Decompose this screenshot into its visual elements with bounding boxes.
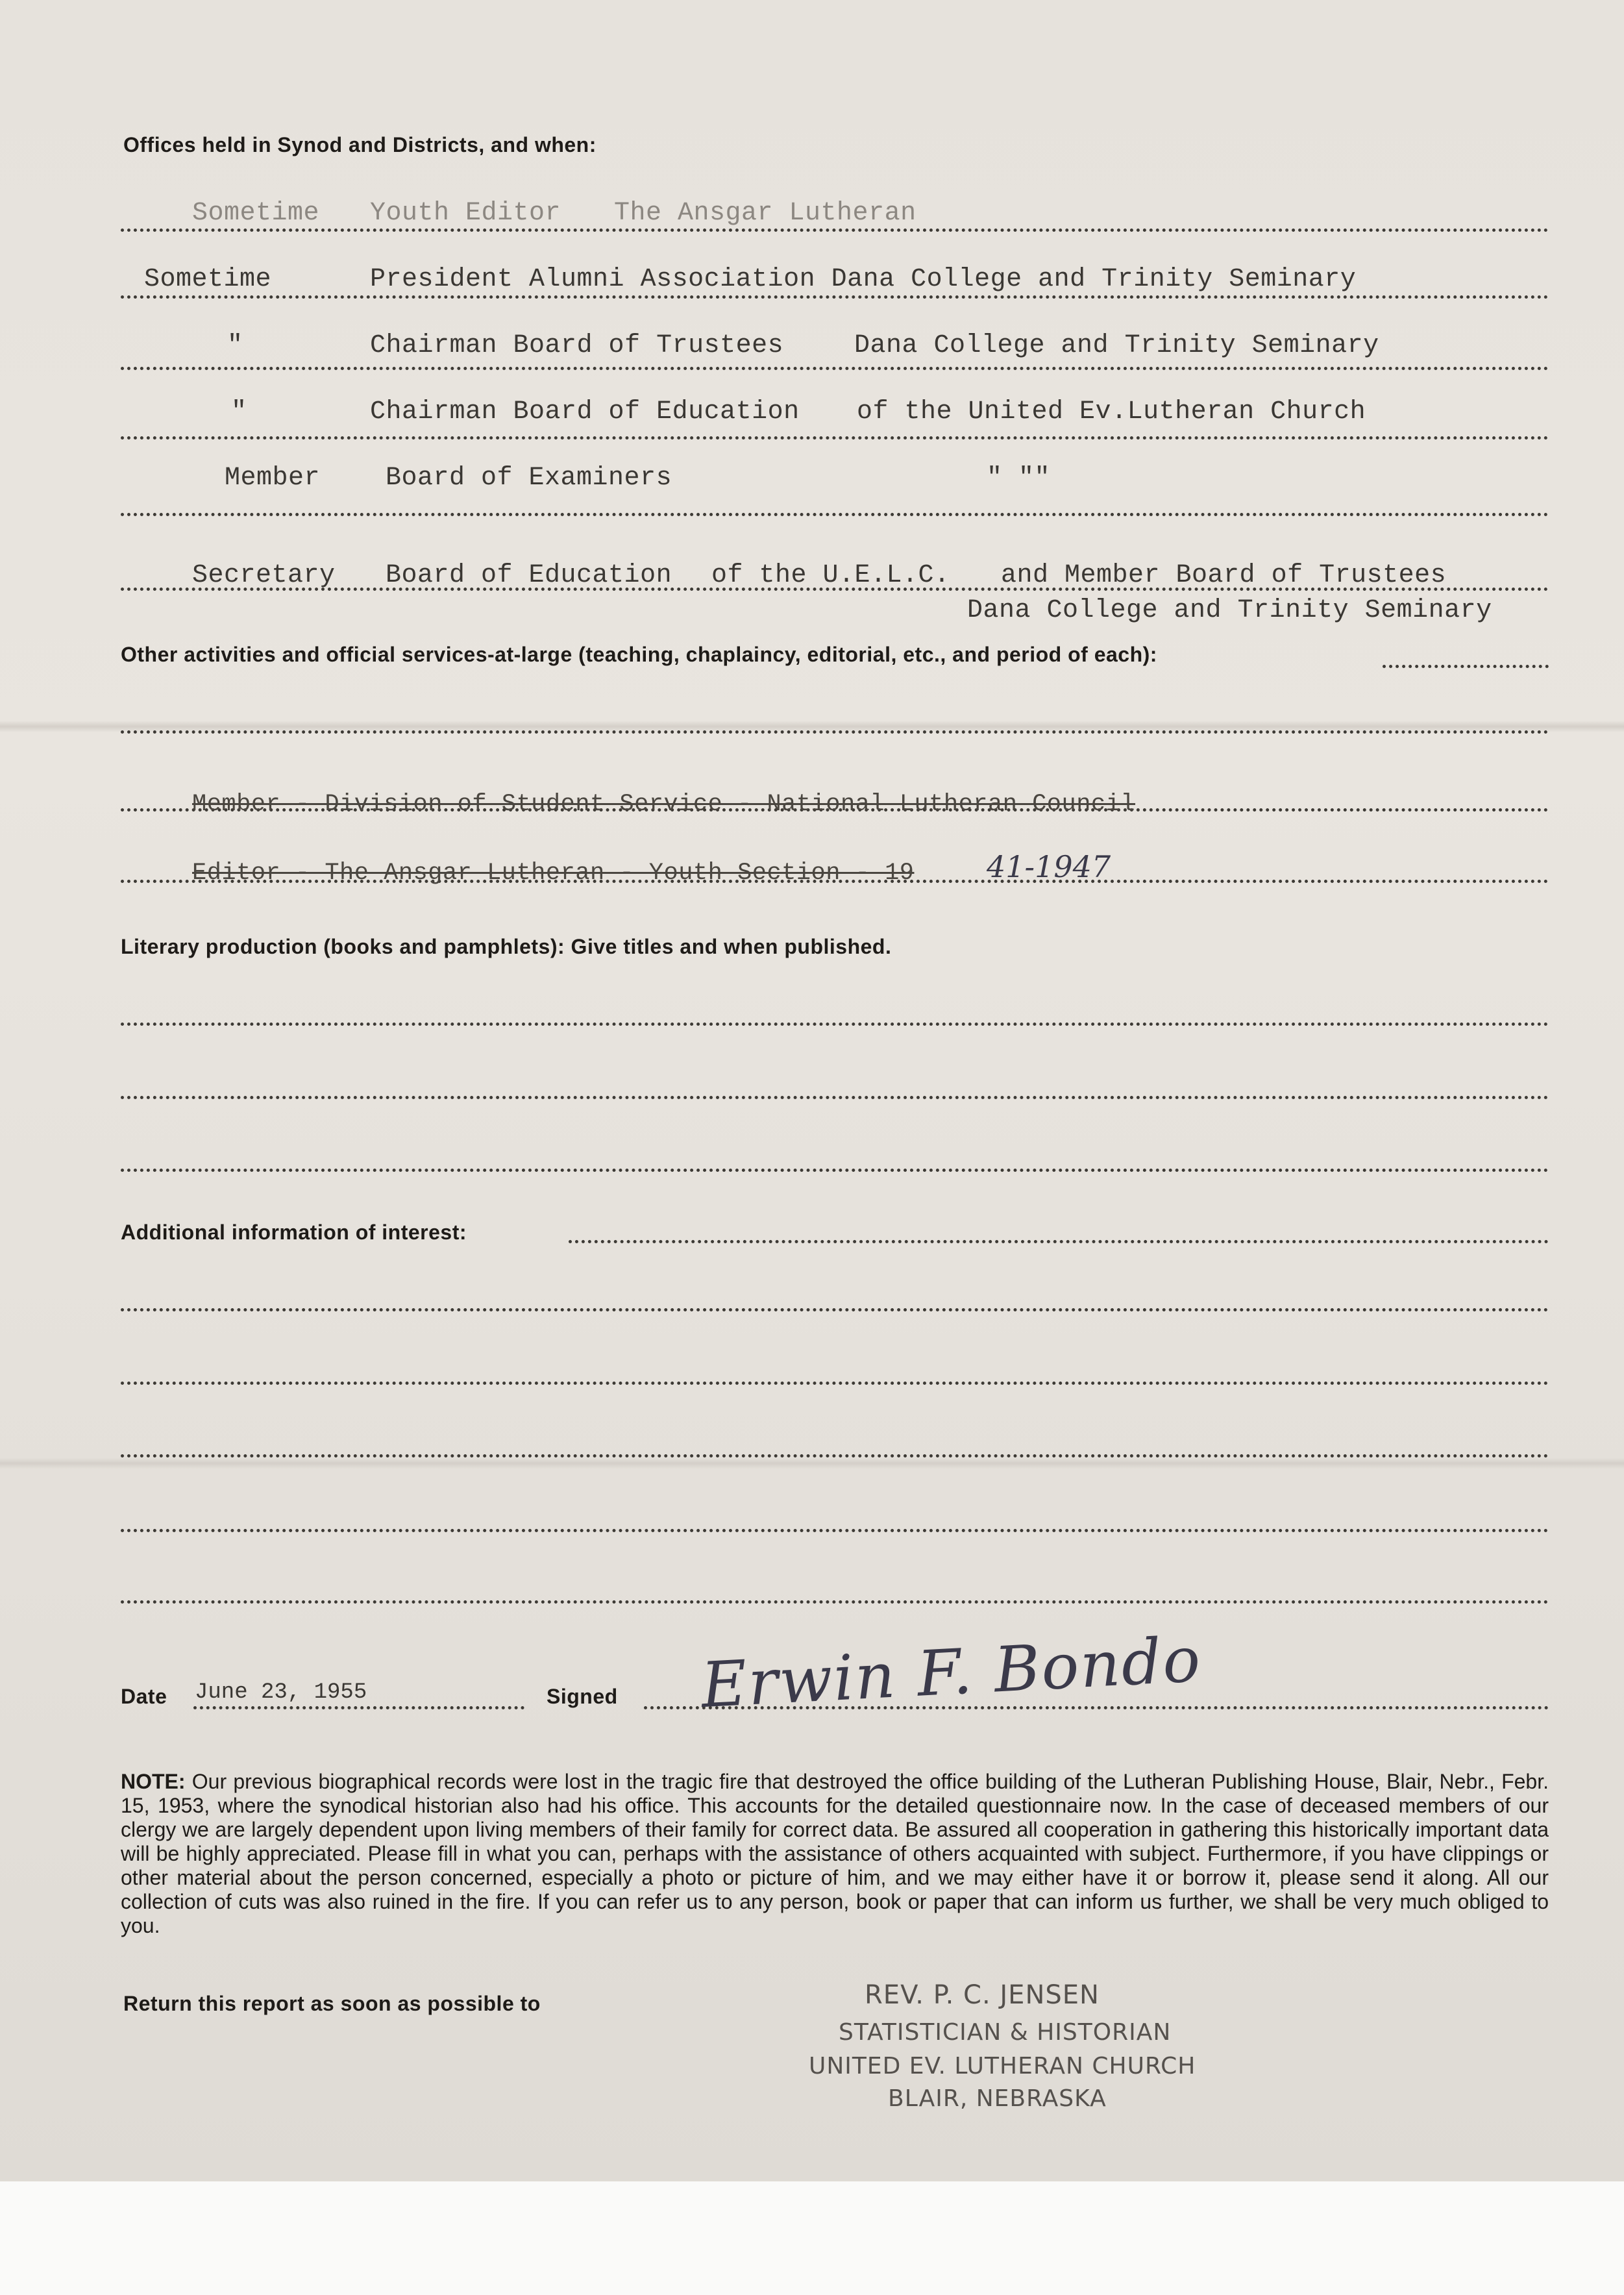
dotted-line [121,730,1549,734]
office-title: President Alumni Association Dana College and Trinity Seminary [370,265,1357,294]
office-detail: The Ansgar Lutheran [614,199,917,228]
dotted-line [121,1023,1549,1026]
signed-label: Signed [547,1685,618,1708]
stamp-name: REV. P. C. JENSEN [865,1980,1100,2010]
signature: Erwin F. Bondo [699,1622,1203,1722]
office-extra-line2: Dana College and Trinity Seminary [967,596,1492,625]
note-label: NOTE: [121,1770,186,1793]
additional-heading: Additional information of interest: [121,1221,467,1244]
paper-fold [0,1458,1624,1469]
stamp-church: UNITED EV. LUTHERAN CHURCH [809,2053,1196,2079]
dotted-line [121,1600,1549,1604]
dotted-line [121,436,1549,440]
office-detail: of the United Ev.Lutheran Church [857,397,1366,427]
office-extra: and Member Board of Trustees [1001,561,1447,590]
office-when: Member [225,464,321,493]
dotted-line [121,1308,1549,1311]
office-when: " [231,397,247,427]
date-value: June 23, 1955 [195,1680,367,1705]
office-when: Sometime [192,199,320,228]
dotted-line [121,1529,1549,1532]
dotted-line [121,367,1549,370]
dotted-line [193,1706,524,1709]
offices-heading: Offices held in Synod and Districts, and when: [123,133,597,156]
stamp-title: STATISTICIAN & HISTORIAN [839,2019,1172,2046]
office-detail: Dana College and Trinity Seminary [854,331,1379,360]
dotted-line [121,295,1549,299]
activity-row-handwritten: 41-1947 [987,849,1111,884]
return-label: Return this report as soon as possible to [123,1992,541,2015]
office-when: " [227,331,243,360]
dotted-line [569,1240,1549,1243]
office-when: Secretary [192,561,336,590]
dotted-line [121,1382,1549,1385]
dotted-line [121,513,1549,516]
activity-row: Member - Division of Student Service - National Lutheran Council [192,791,1136,818]
office-title: Board of Examiners [386,464,672,493]
date-label: Date [121,1685,167,1708]
scan-margin [0,2181,1624,2295]
office-title: Board of Education [386,561,672,590]
office-detail: " "" [987,464,1051,493]
dotted-line [121,1096,1549,1099]
stamp-location: BLAIR, NEBRASKA [888,2085,1107,2112]
dotted-line [1383,665,1549,668]
activity-row-typed: Editor - The Ansgar Lutheran - Youth Section - 19 [192,860,915,887]
office-title: Youth Editor [370,199,561,228]
literary-heading: Literary production (books and pamphlets): Give titles and when published. [121,935,892,958]
office-title: Chairman Board of Trustees [370,331,784,360]
dotted-line [121,1454,1549,1458]
dotted-line [121,1169,1549,1172]
office-detail: of the U.E.L.C. [711,561,950,590]
dotted-line [121,229,1549,232]
office-when: Sometime [144,265,272,294]
note-paragraph [121,1770,1549,1938]
note-text: Our previous biographical records were lost in the tragic fire that destroyed the office building of the Lutheran Publishing House, Blair, Nebr., Febr. 15, 1953, where the synodical historian also had his office. This accounts for the detailed questionnaire now. In the case of deceased members of our clergy we are largely dependent upon living members of their family for correct data. Be assured all cooperation in gathering this historically important data will be highly appreciated. Please fill in what you can, perhaps with the assistance of others acquainted with subject. Furthermore, if you have clippings or other material about the person concerned, especially a photo or picture of him, and we may either have it or borrow it, please send it along. All our collection of cuts was also ruined in the fire. If you can refer us to any person, book or paper that can inform us further, we shall be very much obliged to you. [121,1770,1549,1937]
office-title: Chairman Board of Education [370,397,800,427]
activities-heading: Other activities and official services-at-large (teaching, chaplaincy, editorial, etc., and period of each): [121,643,1157,666]
